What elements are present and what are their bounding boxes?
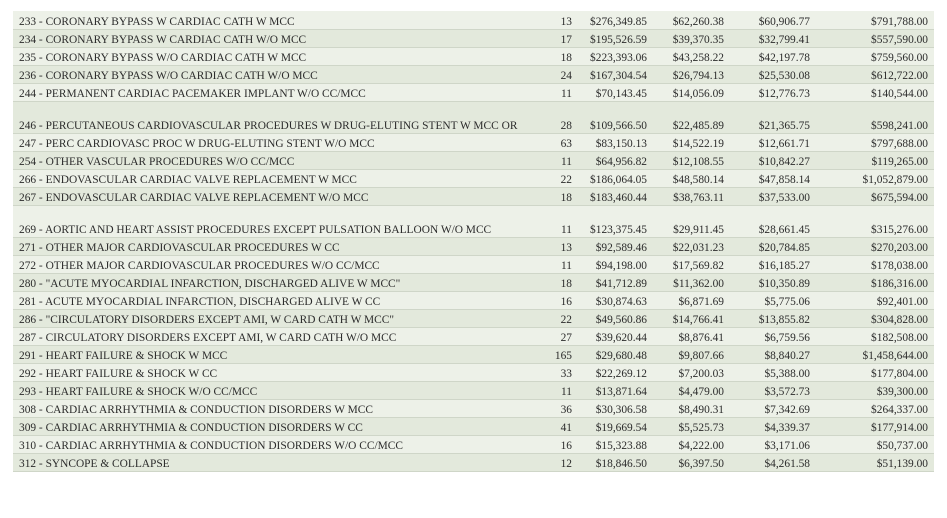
total-payment-cell: $177,804.00 xyxy=(816,363,934,381)
average-charge-cell: $39,620.44 xyxy=(578,327,653,345)
table-row xyxy=(13,327,934,345)
total-payment-cell: $178,038.00 xyxy=(816,255,934,273)
discharge-count-cell: 27 xyxy=(523,327,578,345)
table-row xyxy=(13,417,934,435)
discharge-count-cell: 33 xyxy=(523,363,578,381)
average-total-payment-cell: $12,108.55 xyxy=(653,151,730,169)
discharge-count-cell: 11 xyxy=(523,205,578,237)
drg-description-cell: 293 - HEART FAILURE & SHOCK W/O CC/MCC xyxy=(13,381,523,399)
average-total-payment-cell: $17,569.82 xyxy=(653,255,730,273)
average-total-payment-cell: $4,479.00 xyxy=(653,381,730,399)
drg-description-cell: 266 - ENDOVASCULAR CARDIAC VALVE REPLACEMENT W MCC xyxy=(13,169,523,187)
average-charge-cell: $22,269.12 xyxy=(578,363,653,381)
drg-description-cell: 292 - HEART FAILURE & SHOCK W CC xyxy=(13,363,523,381)
total-payment-cell: $92,401.00 xyxy=(816,291,934,309)
discharge-count-cell: 36 xyxy=(523,399,578,417)
table-row xyxy=(13,47,934,65)
drg-description-cell: 281 - ACUTE MYOCARDIAL INFARCTION, DISCHARGED ALIVE W CC xyxy=(13,291,523,309)
total-payment-cell: $598,241.00 xyxy=(816,101,934,133)
average-total-payment-cell: $62,260.38 xyxy=(653,11,730,29)
average-charge-cell: $223,393.06 xyxy=(578,47,653,65)
table-row xyxy=(13,345,934,363)
table-row xyxy=(13,381,934,399)
discharge-count-cell: 13 xyxy=(523,11,578,29)
table-row xyxy=(13,273,934,291)
total-payment-cell: $50,737.00 xyxy=(816,435,934,453)
drg-description-cell: 267 - ENDOVASCULAR CARDIAC VALVE REPLACEMENT W/O MCC xyxy=(13,187,523,205)
drg-description-cell: 309 - CARDIAC ARRHYTHMIA & CONDUCTION DISORDERS W CC xyxy=(13,417,523,435)
drg-description-cell: 236 - CORONARY BYPASS W/O CARDIAC CATH W/O MCC xyxy=(13,65,523,83)
discharge-count-cell: 18 xyxy=(523,273,578,291)
average-charge-cell: $183,460.44 xyxy=(578,187,653,205)
discharge-count-cell: 11 xyxy=(523,255,578,273)
table-row xyxy=(13,237,934,255)
average-total-payment-cell: $39,370.35 xyxy=(653,29,730,47)
total-payment-cell: $177,914.00 xyxy=(816,417,934,435)
total-payment-cell: $119,265.00 xyxy=(816,151,934,169)
average-total-payment-cell: $6,871.69 xyxy=(653,291,730,309)
table-row xyxy=(13,169,934,187)
total-payment-cell: $182,508.00 xyxy=(816,327,934,345)
average-charge-cell: $15,323.88 xyxy=(578,435,653,453)
average-charge-cell: $70,143.45 xyxy=(578,83,653,101)
table-row xyxy=(13,363,934,381)
average-medicare-payment-cell: $12,661.71 xyxy=(730,133,816,151)
average-medicare-payment-cell: $8,840.27 xyxy=(730,345,816,363)
table-row xyxy=(13,151,934,169)
average-medicare-payment-cell: $32,799.41 xyxy=(730,29,816,47)
average-total-payment-cell: $14,056.09 xyxy=(653,83,730,101)
average-charge-cell: $13,871.64 xyxy=(578,381,653,399)
average-medicare-payment-cell: $28,661.45 xyxy=(730,205,816,237)
discharge-count-cell: 16 xyxy=(523,291,578,309)
table-row xyxy=(13,65,934,83)
drg-description-cell: 280 - "ACUTE MYOCARDIAL INFARCTION, DISCHARGED ALIVE W MCC" xyxy=(13,273,523,291)
drg-description-cell: 254 - OTHER VASCULAR PROCEDURES W/O CC/MCC xyxy=(13,151,523,169)
average-total-payment-cell: $14,766.41 xyxy=(653,309,730,327)
discharge-count-cell: 22 xyxy=(523,309,578,327)
table-row xyxy=(13,453,934,471)
average-medicare-payment-cell: $4,261.58 xyxy=(730,453,816,471)
average-medicare-payment-cell: $3,572.73 xyxy=(730,381,816,399)
total-payment-cell: $264,337.00 xyxy=(816,399,934,417)
average-total-payment-cell: $22,485.89 xyxy=(653,101,730,133)
table-row xyxy=(13,83,934,101)
average-medicare-payment-cell: $6,759.56 xyxy=(730,327,816,345)
drg-description-cell: 269 - AORTIC AND HEART ASSIST PROCEDURES EXCEPT PULSATION BALLOON W/O MCC xyxy=(13,205,523,237)
total-payment-cell: $759,560.00 xyxy=(816,47,934,65)
average-charge-cell: $41,712.89 xyxy=(578,273,653,291)
average-total-payment-cell: $7,200.03 xyxy=(653,363,730,381)
total-payment-cell: $675,594.00 xyxy=(816,187,934,205)
average-charge-cell: $123,375.45 xyxy=(578,205,653,237)
average-charge-cell: $109,566.50 xyxy=(578,101,653,133)
average-medicare-payment-cell: $13,855.82 xyxy=(730,309,816,327)
drg-description-cell: 272 - OTHER MAJOR CARDIOVASCULAR PROCEDURES W/O CC/MCC xyxy=(13,255,523,273)
total-payment-cell: $186,316.00 xyxy=(816,273,934,291)
average-total-payment-cell: $43,258.22 xyxy=(653,47,730,65)
average-charge-cell: $18,846.50 xyxy=(578,453,653,471)
drg-description-cell: 308 - CARDIAC ARRHYTHMIA & CONDUCTION DISORDERS W MCC xyxy=(13,399,523,417)
total-payment-cell: $51,139.00 xyxy=(816,453,934,471)
average-charge-cell: $64,956.82 xyxy=(578,151,653,169)
table-row xyxy=(13,309,934,327)
table-row xyxy=(13,101,934,133)
average-medicare-payment-cell: $60,906.77 xyxy=(730,11,816,29)
average-charge-cell: $30,874.63 xyxy=(578,291,653,309)
total-payment-cell: $1,458,644.00 xyxy=(816,345,934,363)
average-medicare-payment-cell: $25,530.08 xyxy=(730,65,816,83)
table-row xyxy=(13,205,934,237)
average-total-payment-cell: $8,876.41 xyxy=(653,327,730,345)
total-payment-cell: $270,203.00 xyxy=(816,237,934,255)
average-total-payment-cell: $6,397.50 xyxy=(653,453,730,471)
discharge-count-cell: 17 xyxy=(523,29,578,47)
drg-description-cell: 287 - CIRCULATORY DISORDERS EXCEPT AMI, W CARD CATH W/O MCC xyxy=(13,327,523,345)
average-charge-cell: $83,150.13 xyxy=(578,133,653,151)
average-charge-cell: $195,526.59 xyxy=(578,29,653,47)
total-payment-cell: $1,052,879.00 xyxy=(816,169,934,187)
table-row xyxy=(13,399,934,417)
average-medicare-payment-cell: $16,185.27 xyxy=(730,255,816,273)
average-medicare-payment-cell: $10,842.27 xyxy=(730,151,816,169)
average-total-payment-cell: $4,222.00 xyxy=(653,435,730,453)
average-total-payment-cell: $29,911.45 xyxy=(653,205,730,237)
average-medicare-payment-cell: $7,342.69 xyxy=(730,399,816,417)
average-charge-cell: $19,669.54 xyxy=(578,417,653,435)
average-total-payment-cell: $11,362.00 xyxy=(653,273,730,291)
average-medicare-payment-cell: $5,388.00 xyxy=(730,363,816,381)
average-total-payment-cell: $9,807.66 xyxy=(653,345,730,363)
drg-description-cell: 310 - CARDIAC ARRHYTHMIA & CONDUCTION DISORDERS W/O CC/MCC xyxy=(13,435,523,453)
average-total-payment-cell: $8,490.31 xyxy=(653,399,730,417)
average-total-payment-cell: $48,580.14 xyxy=(653,169,730,187)
table-row xyxy=(13,11,934,29)
average-medicare-payment-cell: $10,350.89 xyxy=(730,273,816,291)
average-medicare-payment-cell: $47,858.14 xyxy=(730,169,816,187)
discharge-count-cell: 22 xyxy=(523,169,578,187)
average-medicare-payment-cell: $3,171.06 xyxy=(730,435,816,453)
average-medicare-payment-cell: $5,775.06 xyxy=(730,291,816,309)
discharge-count-cell: 12 xyxy=(523,453,578,471)
total-payment-cell: $791,788.00 xyxy=(816,11,934,29)
average-medicare-payment-cell: $42,197.78 xyxy=(730,47,816,65)
total-payment-cell: $39,300.00 xyxy=(816,381,934,399)
drg-description-cell: 247 - PERC CARDIOVASC PROC W DRUG-ELUTING STENT W/O MCC xyxy=(13,133,523,151)
average-total-payment-cell: $26,794.13 xyxy=(653,65,730,83)
average-medicare-payment-cell: $20,784.85 xyxy=(730,237,816,255)
average-medicare-payment-cell: $37,533.00 xyxy=(730,187,816,205)
discharge-count-cell: 11 xyxy=(523,83,578,101)
average-charge-cell: $29,680.48 xyxy=(578,345,653,363)
average-medicare-payment-cell: $4,339.37 xyxy=(730,417,816,435)
table-row xyxy=(13,255,934,273)
average-total-payment-cell: $22,031.23 xyxy=(653,237,730,255)
average-total-payment-cell: $14,522.19 xyxy=(653,133,730,151)
total-payment-cell: $315,276.00 xyxy=(816,205,934,237)
discharge-count-cell: 63 xyxy=(523,133,578,151)
drg-cost-table xyxy=(13,11,934,472)
average-total-payment-cell: $38,763.11 xyxy=(653,187,730,205)
average-charge-cell: $94,198.00 xyxy=(578,255,653,273)
drg-description-cell: 246 - PERCUTANEOUS CARDIOVASCULAR PROCEDURES W DRUG-ELUTING STENT W MCC OR xyxy=(13,101,523,133)
total-payment-cell: $612,722.00 xyxy=(816,65,934,83)
discharge-count-cell: 11 xyxy=(523,151,578,169)
drg-description-cell: 233 - CORONARY BYPASS W CARDIAC CATH W MCC xyxy=(13,11,523,29)
drg-description-cell: 271 - OTHER MAJOR CARDIOVASCULAR PROCEDURES W CC xyxy=(13,237,523,255)
total-payment-cell: $557,590.00 xyxy=(816,29,934,47)
average-medicare-payment-cell: $21,365.75 xyxy=(730,101,816,133)
discharge-count-cell: 41 xyxy=(523,417,578,435)
average-charge-cell: $276,349.85 xyxy=(578,11,653,29)
drg-description-cell: 234 - CORONARY BYPASS W CARDIAC CATH W/O MCC xyxy=(13,29,523,47)
average-charge-cell: $49,560.86 xyxy=(578,309,653,327)
table-row xyxy=(13,435,934,453)
average-charge-cell: $30,306.58 xyxy=(578,399,653,417)
drg-description-cell: 312 - SYNCOPE & COLLAPSE xyxy=(13,453,523,471)
total-payment-cell: $304,828.00 xyxy=(816,309,934,327)
average-charge-cell: $167,304.54 xyxy=(578,65,653,83)
table-row xyxy=(13,133,934,151)
drg-description-cell: 244 - PERMANENT CARDIAC PACEMAKER IMPLANT W/O CC/MCC xyxy=(13,83,523,101)
discharge-count-cell: 165 xyxy=(523,345,578,363)
average-charge-cell: $92,589.46 xyxy=(578,237,653,255)
average-medicare-payment-cell: $12,776.73 xyxy=(730,83,816,101)
table-row xyxy=(13,29,934,47)
drg-description-cell: 286 - "CIRCULATORY DISORDERS EXCEPT AMI, W CARD CATH W MCC" xyxy=(13,309,523,327)
drg-description-cell: 291 - HEART FAILURE & SHOCK W MCC xyxy=(13,345,523,363)
total-payment-cell: $797,688.00 xyxy=(816,133,934,151)
discharge-count-cell: 11 xyxy=(523,381,578,399)
table-body xyxy=(13,11,934,471)
table-row xyxy=(13,187,934,205)
table-row xyxy=(13,291,934,309)
discharge-count-cell: 16 xyxy=(523,435,578,453)
average-total-payment-cell: $5,525.73 xyxy=(653,417,730,435)
discharge-count-cell: 28 xyxy=(523,101,578,133)
discharge-count-cell: 18 xyxy=(523,47,578,65)
discharge-count-cell: 18 xyxy=(523,187,578,205)
average-charge-cell: $186,064.05 xyxy=(578,169,653,187)
drg-description-cell: 235 - CORONARY BYPASS W/O CARDIAC CATH W MCC xyxy=(13,47,523,65)
discharge-count-cell: 13 xyxy=(523,237,578,255)
discharge-count-cell: 24 xyxy=(523,65,578,83)
total-payment-cell: $140,544.00 xyxy=(816,83,934,101)
